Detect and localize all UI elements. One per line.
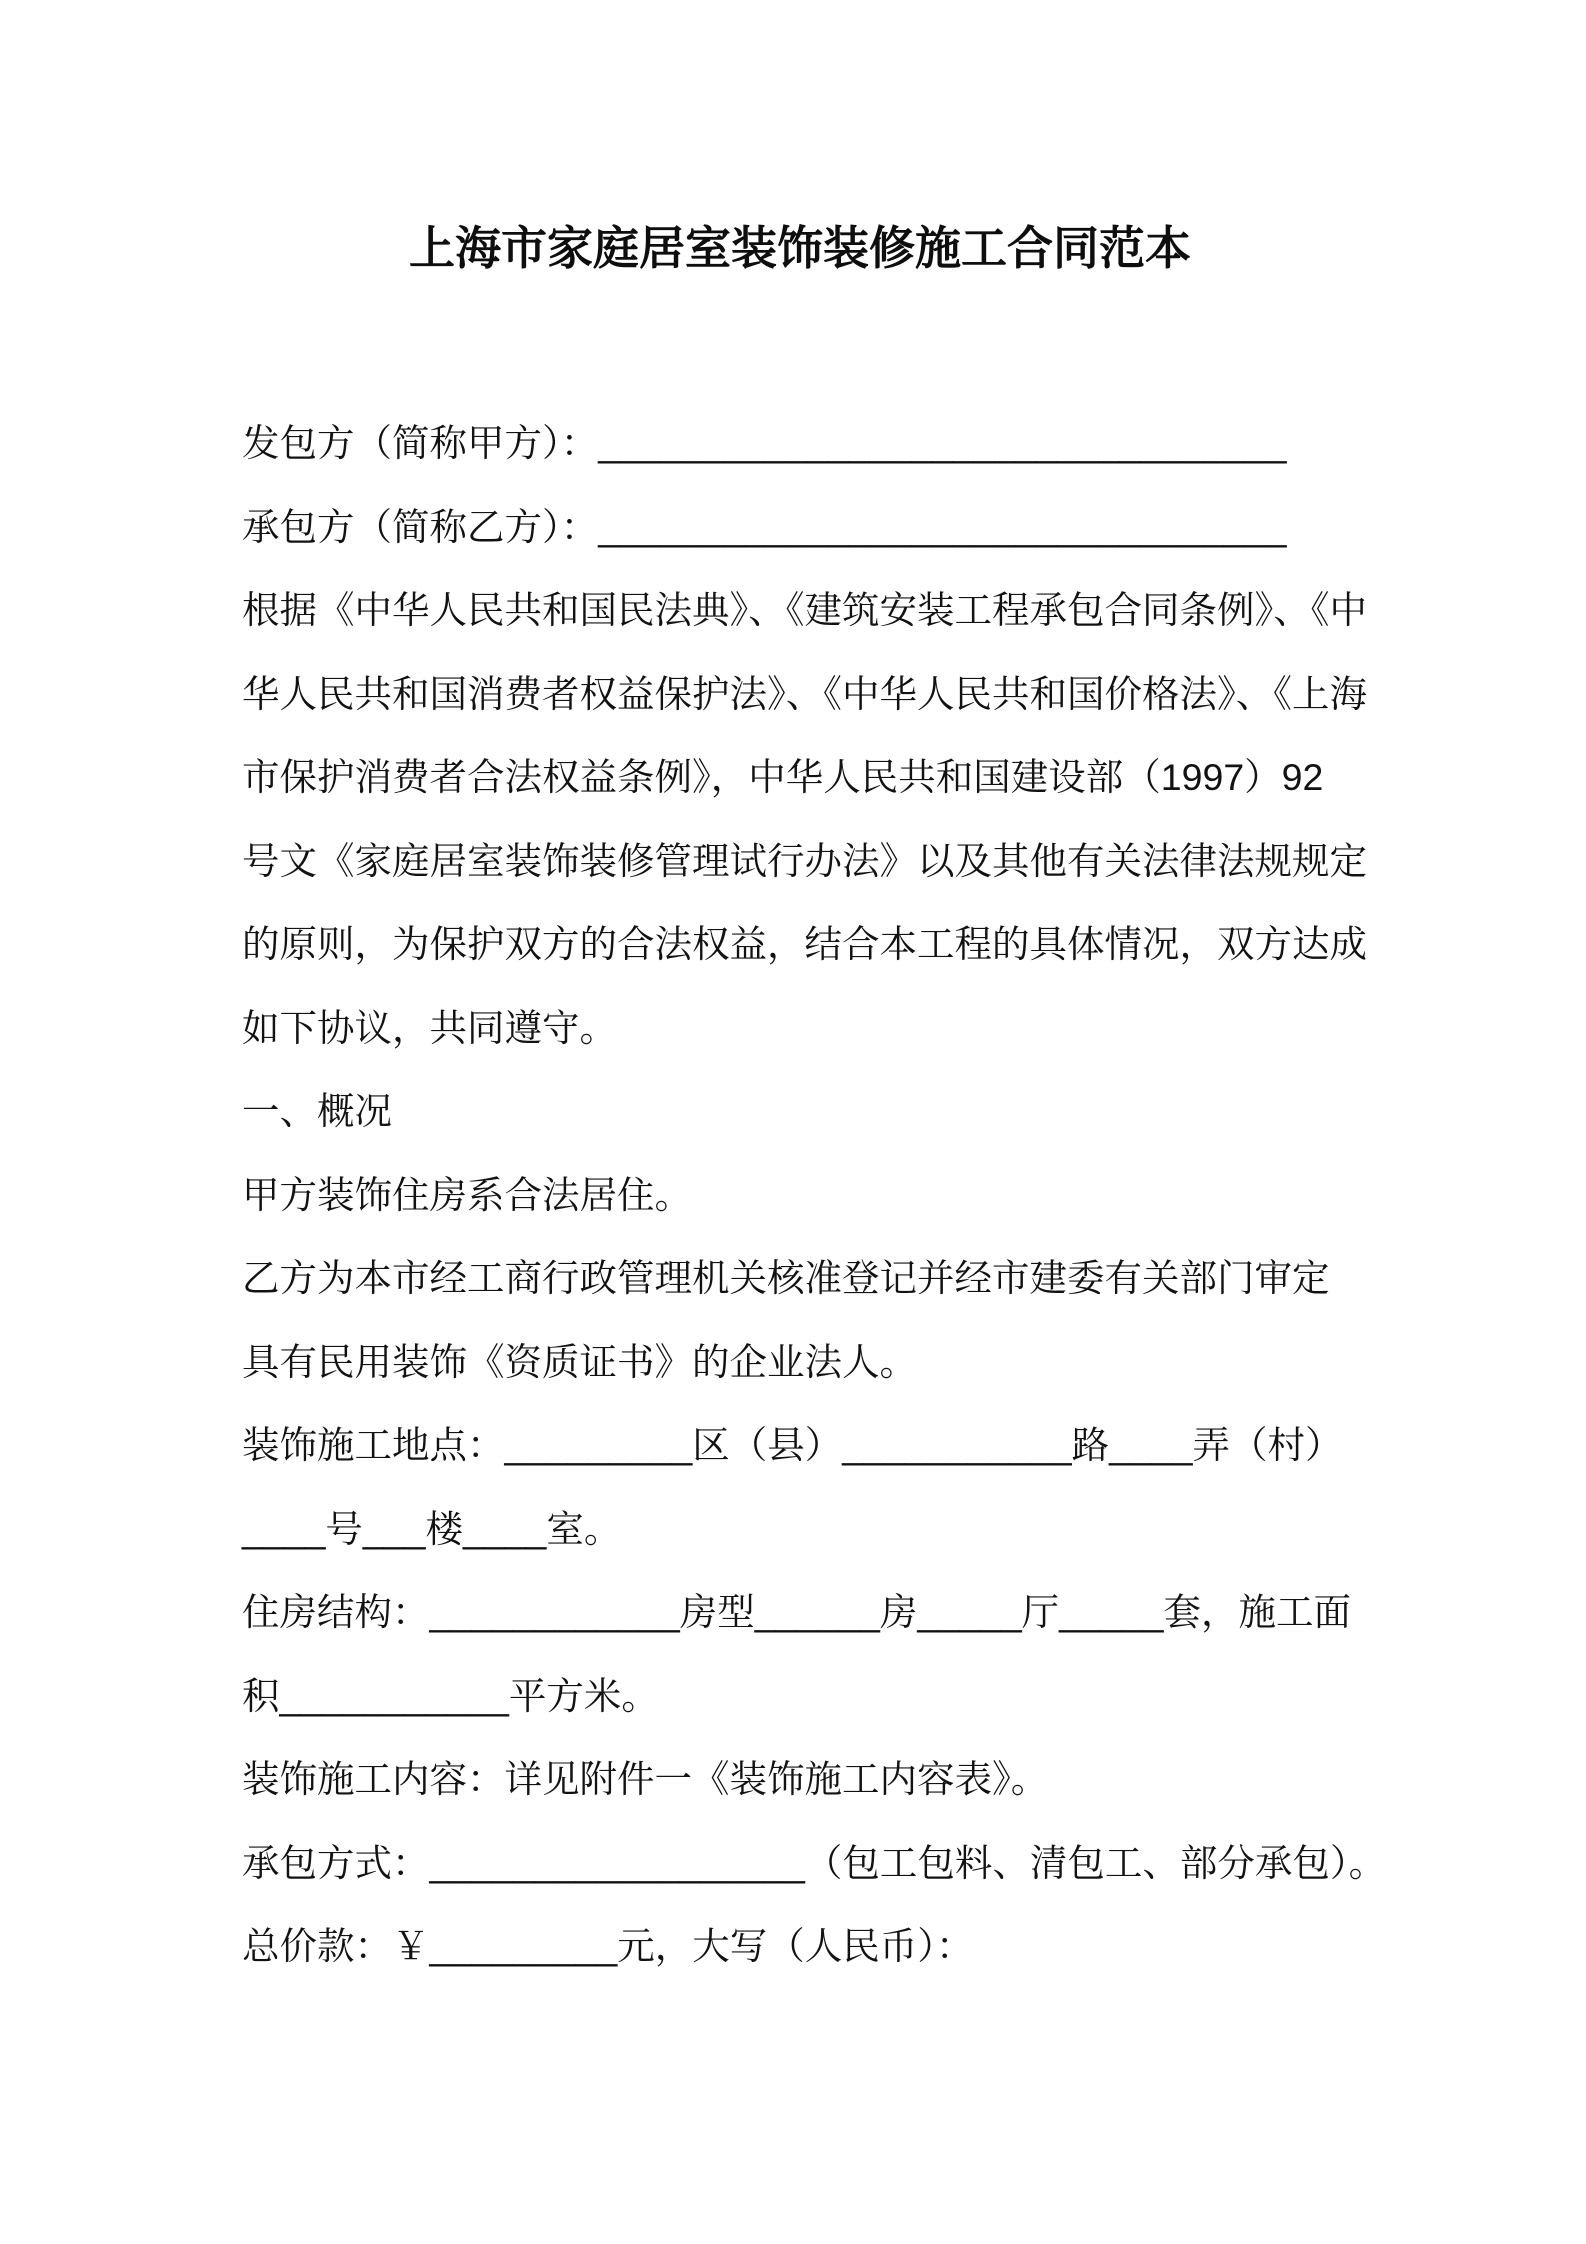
- preamble-line: 号文《家庭居室装饰装修管理试行办法》以及其他有关法律法规规定: [242, 839, 1367, 882]
- construction-area-line: 积___________平方米。: [242, 1674, 659, 1717]
- party-a-line: 发包方（简称甲方）：_________________________________: [242, 422, 1287, 464]
- construction-site-line: 装饰施工地点：_________区（县）___________路____弄（村）: [242, 1424, 1343, 1466]
- preamble-line: 华人民共和国消费者权益保护法》、《中华人民共和国价格法》、《上海: [242, 672, 1367, 715]
- construction-content-line: 装饰施工内容：详见附件一《装饰施工内容表》。: [242, 1758, 1049, 1800]
- preamble-line: 如下协议，共同遵守。: [242, 1006, 617, 1049]
- total-price-line: 总价款：￥_________元，大写（人民币）：: [242, 1925, 974, 1967]
- construction-site-line: ____号___楼____室。: [242, 1507, 622, 1550]
- party-b-line: 承包方（简称乙方）：_________________________________: [242, 505, 1287, 548]
- contractor-qualification-line: 乙方为本市经工商行政管理机关核准登记并经市建委有关部门审定: [242, 1257, 1330, 1299]
- preamble-line: 市保护消费者合法权益条例》，中华人民共和国建设部（1997）92: [242, 756, 1324, 798]
- document-title: 上海市家庭居室装饰装修施工合同范本: [409, 222, 1191, 274]
- housing-legality-line: 甲方装饰住房系合法居住。: [242, 1173, 692, 1216]
- contract-method-line: 承包方式：__________________（包工包料、清包工、部分承包）。: [242, 1841, 1387, 1884]
- preamble-line: 的原则，为保护双方的合法权益，结合本工程的具体情况，双方达成: [242, 923, 1367, 965]
- contractor-qualification-line: 具有民用装饰《资质证书》的企业法人。: [242, 1340, 917, 1383]
- contract-body: [242, 402, 1542, 1989]
- section-1-heading: 一、概况: [242, 1090, 392, 1132]
- housing-structure-line: 住房结构：____________房型______房_____厅_____套，施工面: [242, 1591, 1351, 1633]
- preamble-line: 根据《中华人民共和国民法典》、《建筑安装工程承包合同条例》、《中: [242, 589, 1367, 631]
